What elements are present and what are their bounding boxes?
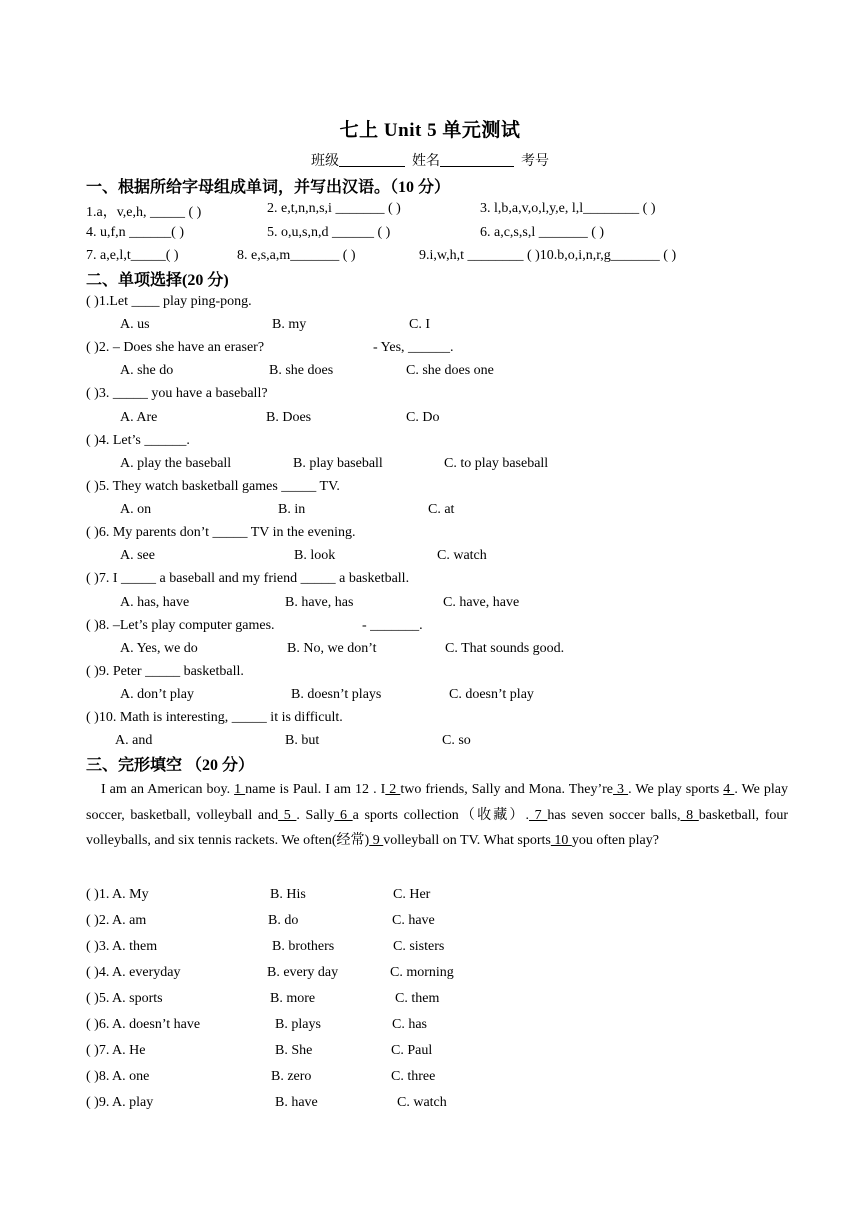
word-item: 3. l,b,a,v,o,l,y,e, l,l________ ( ): [480, 201, 656, 216]
option-a: A. and: [115, 733, 153, 748]
word-item: 4. u,f,n ______( ): [86, 225, 184, 240]
word-item: 7. a,e,l,t_____( ): [86, 248, 179, 263]
option-c: C. watch: [437, 548, 487, 563]
question-stem: ( )4. Let’s ______.: [86, 433, 190, 448]
question-stem: ( )5. They watch basketball games _____ TV.: [86, 479, 340, 494]
option-a: A. don’t play: [120, 687, 195, 702]
cloze-blank: 3: [613, 782, 629, 797]
option-a: A. on: [120, 502, 152, 517]
option-c: C. them: [395, 991, 440, 1006]
option-c: C. at: [428, 502, 455, 517]
option-c: C. watch: [397, 1095, 447, 1110]
section-heading-3: 三、完形填空 （20 分）: [86, 757, 255, 774]
option-c: C. doesn’t play: [449, 687, 534, 702]
word-item: 2. e,t,n,n,s,i _______ ( ): [267, 201, 401, 216]
option-b: B. doesn’t plays: [291, 687, 382, 702]
option-c: C. so: [442, 733, 471, 748]
class-blank[interactable]: [339, 152, 405, 167]
number-label: 考号: [521, 154, 549, 169]
cloze-blank: 1: [234, 782, 246, 797]
cloze-blank: 8: [680, 807, 699, 823]
cloze-blank: 10: [550, 833, 572, 848]
option-b: B. look: [294, 548, 336, 563]
question-stem: ( )9. Peter _____ basketball.: [86, 664, 244, 679]
option-b: B. in: [278, 502, 306, 517]
option-a: A. play the baseball: [120, 456, 232, 471]
section-heading-1: 一、根据所给字母组成单词，并写出汉语。（10 分）: [86, 179, 451, 196]
option-b: B. zero: [271, 1069, 312, 1084]
option-c: C. have, have: [443, 595, 520, 610]
option-b: B. have, has: [285, 595, 354, 610]
cloze-blank: 6: [334, 807, 353, 823]
question-stem: ( )2. – Does she have an eraser?: [86, 340, 265, 355]
class-label: 班级: [311, 154, 339, 169]
option-b: B. brothers: [272, 939, 335, 954]
option-b: B. She: [275, 1043, 313, 1058]
cloze-question: ( )1. A. My: [86, 887, 149, 902]
word-item: 9.i,w,h,t ________ ( )10.b,o,i,n,r,g_______ ( ): [419, 248, 677, 263]
option-c: C. she does one: [406, 363, 494, 378]
cloze-question: ( )8. A. one: [86, 1069, 150, 1084]
cloze-passage: I am an American boy. 1 name is Paul. I am 12 . I 2 two friends, Sally and Mona. They’re 3 . We play sports 4 . We play soccer, basketball, volleyball and 5 . Sally 6 a sports collection（收藏）. 7 has seven soccer balls, 8 basketball, four volleyballs, and six tennis rackets. We often(经常) 9 volleyball on TV. What sports 10 you often play?: [86, 782, 789, 848]
word-item: 8. e,s,a,m_______ ( ): [237, 248, 356, 263]
option-b: B. but: [285, 733, 320, 748]
word-item: 6. a,c,s,s,l _______ ( ): [480, 225, 605, 240]
cloze-question: ( )7. A. He: [86, 1043, 146, 1058]
student-info-line: [0, 150, 860, 170]
cloze-question: ( )4. A. everyday: [86, 965, 181, 980]
option-b: B. more: [270, 991, 316, 1006]
option-c: C. Do: [406, 410, 440, 425]
option-b: B. every day: [267, 965, 339, 980]
section-heading-2: 二、单项选择(20 分): [86, 272, 229, 289]
word-item: 5. o,u,s,n,d ______ ( ): [267, 225, 391, 240]
option-a: A. Are: [120, 410, 158, 425]
page-title: 七上 Unit 5 单元测试: [339, 120, 521, 141]
name-label: 姓名: [412, 154, 440, 169]
option-b: B. No, we don’t: [287, 641, 377, 656]
cloze-blank: 2: [385, 782, 401, 797]
question-stem: ( )1.Let ____ play ping-pong.: [86, 294, 252, 309]
option-c: C. Paul: [391, 1043, 433, 1058]
question-reply: - Yes, ______.: [373, 340, 454, 355]
cloze-blank: 5: [278, 807, 297, 823]
option-b: B. Does: [266, 410, 312, 425]
option-b: B. do: [268, 913, 299, 928]
option-a: A. see: [120, 548, 155, 563]
option-c: C. has: [392, 1017, 427, 1032]
option-a: A. she do: [120, 363, 174, 378]
option-c: C. have: [392, 913, 435, 928]
cloze-question: ( )5. A. sports: [86, 991, 163, 1006]
option-c: C. I: [409, 317, 430, 332]
cloze-blank: 4: [723, 782, 735, 797]
option-b: B. have: [275, 1095, 318, 1110]
cloze-question: ( )2. A. am: [86, 913, 147, 928]
question-stem: ( )3. _____ you have a baseball?: [86, 386, 268, 401]
option-c: C. three: [391, 1069, 436, 1084]
option-c: C. sisters: [393, 939, 445, 954]
cloze-question: ( )3. A. them: [86, 939, 158, 954]
cloze-question: ( )9. A. play: [86, 1095, 154, 1110]
question-stem: ( )6. My parents don’t _____ TV in the evening.: [86, 525, 356, 540]
question-stem: ( )10. Math is interesting, _____ it is difficult.: [86, 710, 343, 725]
name-blank[interactable]: [440, 152, 514, 167]
option-a: A. us: [120, 317, 150, 332]
cloze-question: ( )6. A. doesn’t have: [86, 1017, 201, 1032]
option-b: B. His: [270, 887, 306, 902]
option-b: B. plays: [275, 1017, 321, 1032]
question-stem: ( )7. I _____ a baseball and my friend _____ a basketball.: [86, 571, 410, 586]
option-c: C. That sounds good.: [445, 641, 565, 656]
option-a: A. has, have: [120, 595, 190, 610]
option-c: C. morning: [390, 965, 454, 980]
cloze-blank: 7: [529, 807, 548, 823]
option-b: B. play baseball: [293, 456, 383, 471]
cloze-blank: 9: [369, 833, 384, 848]
option-b: B. my: [272, 317, 307, 332]
question-stem: ( )8. –Let’s play computer games.: [86, 618, 275, 633]
question-reply: - _______.: [362, 618, 423, 633]
option-c: C. to play baseball: [444, 456, 549, 471]
option-b: B. she does: [269, 363, 334, 378]
word-item: 1.a，v,e,h, _____ ( ): [86, 205, 202, 220]
option-a: A. Yes, we do: [120, 641, 198, 656]
option-c: C. Her: [393, 887, 431, 902]
